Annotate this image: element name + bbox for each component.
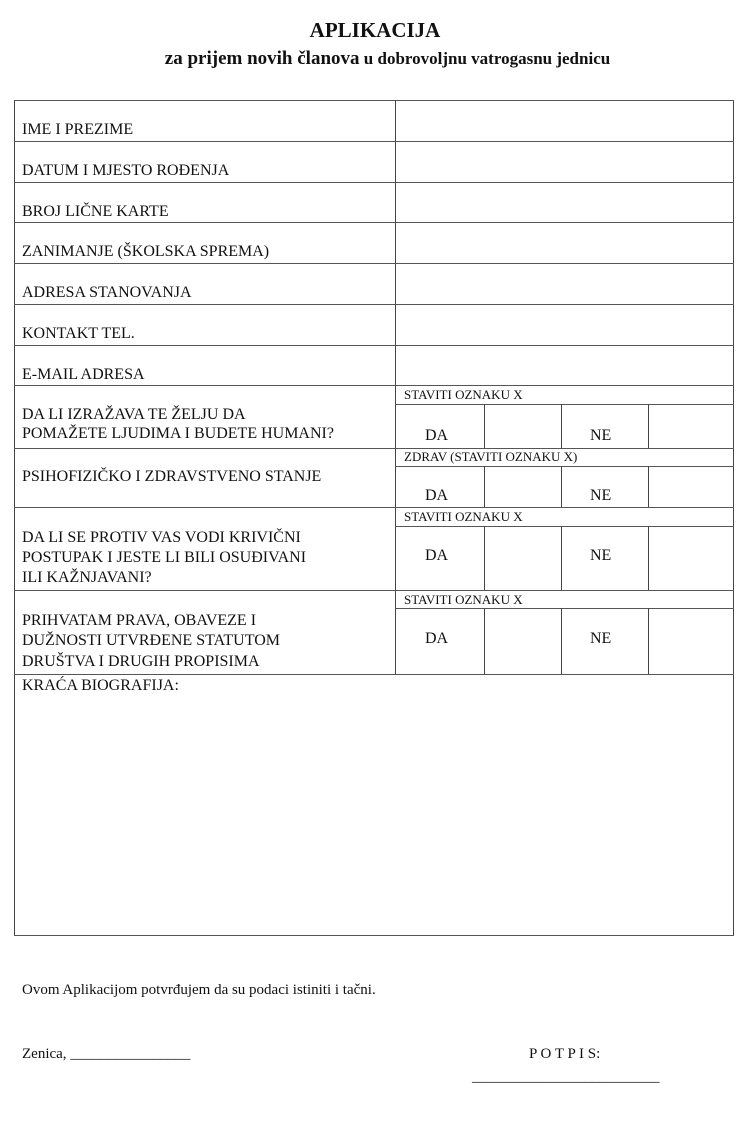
table-border-bottom: [14, 935, 734, 936]
field-label-name: IME I PREZIME: [22, 121, 134, 138]
q4-yes-label: DA: [425, 630, 449, 647]
id-card-field[interactable]: [397, 183, 732, 222]
biography-label: KRAĆA BIOGRAFIJA:: [22, 677, 179, 694]
q3-yes-label: DA: [425, 547, 449, 564]
q2-instruction: ZDRAV (STAVITI OZNAKU X): [404, 449, 578, 464]
field-label-address: ADRESA STANOVANJA: [22, 284, 192, 301]
q1-no-checkbox[interactable]: [649, 405, 733, 448]
row-divider: [14, 448, 734, 449]
q3-no-label: NE: [590, 547, 612, 564]
biography-field[interactable]: [15, 697, 733, 934]
q4-line1: PRIHVATAM PRAVA, OBAVEZE I: [22, 612, 257, 629]
q2-no-label: NE: [590, 487, 612, 504]
q3-no-checkbox[interactable]: [649, 527, 733, 590]
signature-line[interactable]: _________________________: [472, 1069, 660, 1085]
q1-yes-checkbox[interactable]: [485, 405, 561, 448]
occupation-field[interactable]: [397, 223, 732, 263]
q4-no-checkbox[interactable]: [649, 609, 733, 674]
q4-no-label: NE: [590, 630, 612, 647]
confirmation-text: Ovom Aplikacijom potvrđujem da su podaci istiniti i tačni.: [22, 982, 376, 998]
place-label: Zenica,: [22, 1046, 67, 1062]
field-label-phone: KONTAKT TEL.: [22, 325, 135, 342]
cell-divider: [561, 526, 562, 590]
form-title: APLIKACIJA: [309, 18, 441, 42]
q3-yes-checkbox[interactable]: [485, 527, 561, 590]
email-field[interactable]: [397, 346, 732, 385]
signature-label: P O T P I S:: [529, 1046, 601, 1062]
q1-no-label: NE: [590, 427, 612, 444]
field-label-id-card: BROJ LIČNE KARTE: [22, 203, 169, 220]
q4-instruction: STAVITI OZNAKU X: [404, 592, 523, 607]
row-divider: [14, 674, 734, 675]
birth-field[interactable]: [397, 142, 732, 182]
field-label-occupation: ZANIMANJE (ŠKOLSKA SPREMA): [22, 243, 270, 260]
date-line[interactable]: ________________: [70, 1046, 191, 1062]
q2-no-checkbox[interactable]: [649, 467, 733, 507]
q4-line3: DRUŠTVA I DRUGIH PROPISIMA: [22, 653, 260, 670]
subtitle-bold: za prijem novih članova: [164, 48, 360, 69]
q2-yes-checkbox[interactable]: [485, 467, 561, 507]
form-subtitle: [0, 47, 750, 71]
q3-line2: POSTUPAK I JESTE LI BILI OSUĐIVANI: [22, 549, 307, 566]
column-divider: [395, 100, 396, 674]
phone-field[interactable]: [397, 305, 732, 345]
q2-line1: PSIHOFIZIČKO I ZDRAVSTVENO STANJE: [22, 468, 322, 485]
row-divider: [14, 507, 734, 508]
table-border-right: [733, 100, 734, 936]
q3-instruction: STAVITI OZNAKU X: [404, 509, 523, 524]
cell-divider: [561, 466, 562, 507]
cell-divider: [561, 404, 562, 448]
q1-line2: POMAŽETE LJUDIMA I BUDETE HUMANI?: [22, 425, 334, 442]
q1-instruction: STAVITI OZNAKU X: [404, 387, 523, 402]
cell-divider: [561, 608, 562, 674]
q3-line3: ILI KAŽNJAVANI?: [22, 569, 152, 586]
subtitle-rest: u dobrovoljnu vatrogasnu jednicu: [359, 49, 611, 68]
row-divider: [14, 385, 734, 386]
name-field[interactable]: [397, 101, 732, 141]
row-divider: [14, 590, 734, 591]
q2-yes-label: DA: [425, 487, 449, 504]
q3-line1: DA LI SE PROTIV VAS VODI KRIVIČNI: [22, 529, 301, 546]
place-date: [22, 1045, 190, 1063]
field-label-email: E-MAIL ADRESA: [22, 366, 145, 383]
address-field[interactable]: [397, 264, 732, 304]
q4-line2: DUŽNOSTI UTVRĐENE STATUTOM: [22, 632, 280, 649]
q4-yes-checkbox[interactable]: [485, 609, 561, 674]
q1-line1: DA LI IZRAŽAVA TE ŽELJU DA: [22, 406, 246, 423]
field-label-birth: DATUM I MJESTO ROĐENJA: [22, 162, 230, 179]
q1-yes-label: DA: [425, 427, 449, 444]
